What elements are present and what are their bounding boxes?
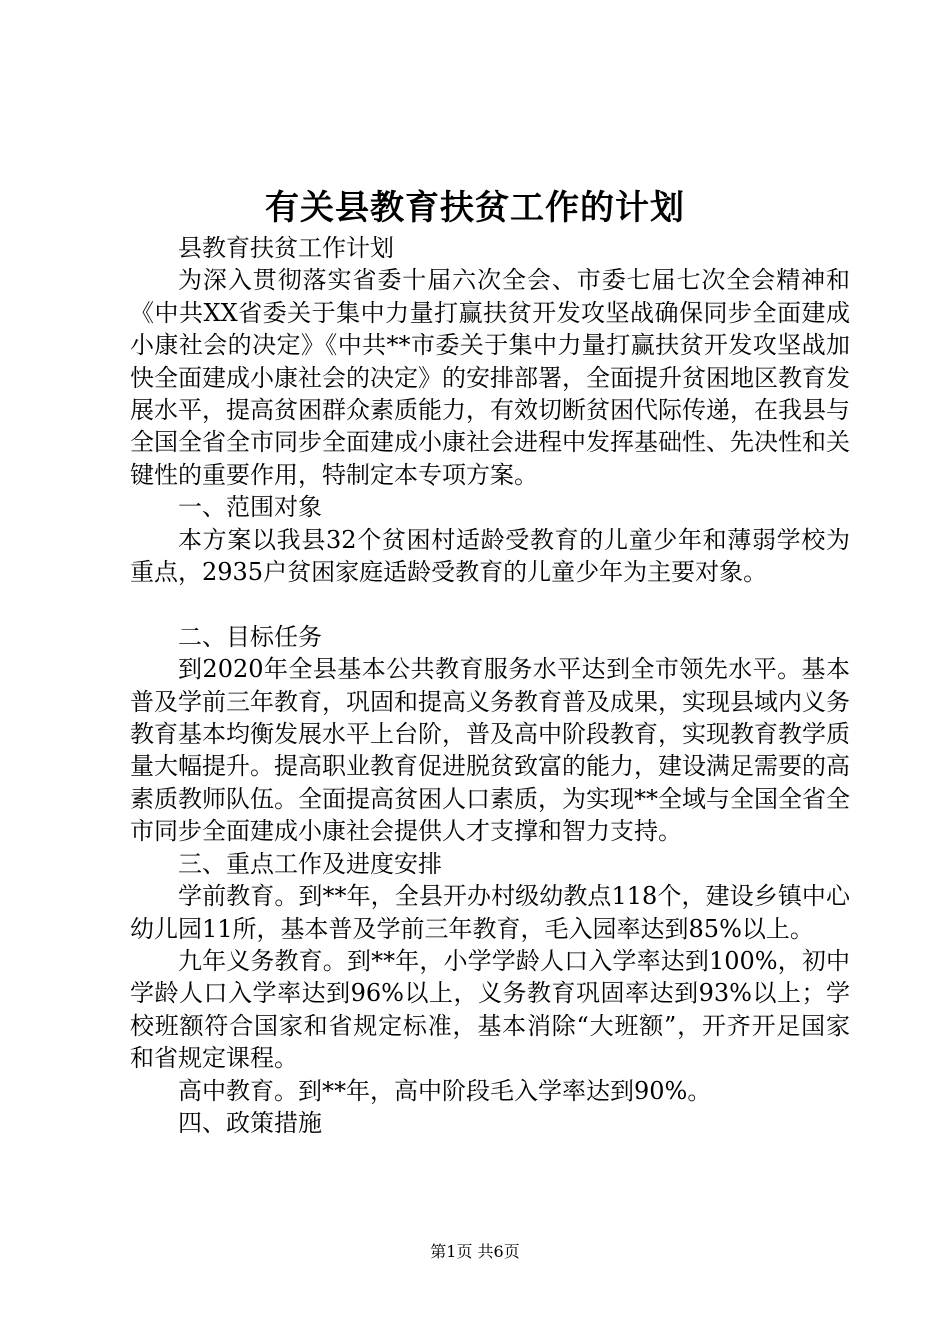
blank-line [130, 588, 850, 620]
section-heading-policy: 四、政策措施 [178, 1108, 322, 1137]
intro-paragraph: 为深入贯彻落实省委十届六次全会、市委七届七次全会精神和《中共XX省委关于集中力量打赢扶贫开发攻坚战确保同步全面建成小康社会的决定》《中共**市委关于集中力量打赢扶贫开发攻坚战加快全面建成小康社会的决定》的安排部署，全面提升贫困地区教育发展水平，提高贫困群众素质能力，有效切断贫困代际传递，在我县与全国全省全市同步全面建成小康社会进程中发挥基础性、先决性和关键性的重要作用，特制定本专项方案。 [130, 266, 850, 489]
paragraph-preschool: 学前教育。到**年，全县开办村级幼教点118个，建设乡镇中心幼儿园11所，基本普及学前三年教育，毛入园率达到85%以上。 [130, 882, 850, 943]
paragraph-highschool: 高中教育。到**年，高中阶段毛入学率达到90%。 [178, 1076, 712, 1105]
document-subtitle: 县教育扶贫工作计划 [178, 234, 394, 262]
section-heading-goals: 二、目标任务 [178, 622, 322, 651]
document-title: 有关县教育扶贫工作的计划 [265, 188, 685, 228]
section-paragraph-scope: 本方案以我县32个贫困村适龄受教育的儿童少年和薄弱学校为重点，2935户贫困家庭适龄受教育的儿童少年为主要对象。 [130, 525, 850, 587]
page-number-footer: 第1页 共6页 [430, 1242, 520, 1261]
paragraph-compulsory: 九年义务教育。到**年，小学学龄人口入学率达到100%，初中学龄人口入学率达到96%以上，义务教育巩固率达到93%以上；学校班额符合国家和省规定标准，基本消除“大班额”，开齐开足国家和省规定课程。 [130, 946, 850, 1073]
section-paragraph-goals: 到2020年全县基本公共教育服务水平达到全市领先水平。基本普及学前三年教育，巩固和提高义务教育普及成果，实现县域内义务教育基本均衡发展水平上台阶，普及高中阶段教育，实现教育教学质量大幅提升。提高职业教育促进脱贫致富的能力，建设满足需要的高素质教师队伍。全面提高贫困人口素质，为实现**全域与全国全省全市同步全面建成小康社会提供人才支撑和智力支持。 [130, 655, 850, 846]
section-heading-scope: 一、范围对象 [178, 493, 322, 522]
section-heading-key-work: 三、重点工作及进度安排 [178, 849, 442, 878]
document-body [130, 232, 850, 1139]
